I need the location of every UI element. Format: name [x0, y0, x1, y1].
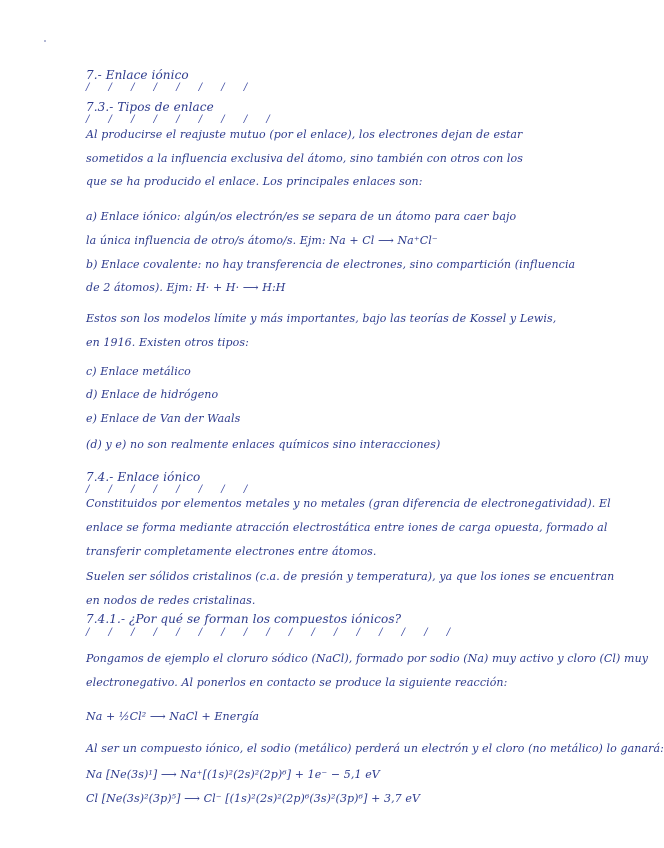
note-d-e: (d) y e) no son realmente enlaces químicos sino interacciones)	[86, 438, 441, 451]
heading-7: 7.- Enlace iónico	[86, 68, 189, 82]
heading-7-4-1: 7.4.1.- ¿Por qué se forman los compuestos iónicos?	[86, 612, 402, 626]
paragraph-line: enlace se forma mediante atracción electrostática entre iones de carga opuesta, formado al	[86, 521, 608, 534]
equation-chlorine: Cl [Ne(3s)²(3p)⁵] ⟶ Cl⁻ [(1s)²(2s)²(2p)⁶(3s)²(3p)⁶] + 3,7 eV	[86, 792, 421, 805]
paper-mark	[44, 40, 46, 42]
paragraph-line: Pongamos de ejemplo el cloruro sódico (NaCl), formado por sodio (Na) muy activo y cloro (Cl) muy	[86, 652, 649, 665]
paragraph-line: Suelen ser sólidos cristalinos (c.a. de presión y temperatura), ya que los iones se encuentran	[86, 570, 615, 583]
paragraph-line: Estos son los modelos límite y más importantes, bajo las teorías de Kossel y Lewis,	[86, 312, 557, 325]
paragraph-line: que se ha producido el enlace. Los principales enlaces son:	[86, 175, 423, 188]
equation-sodium: Na [Ne(3s)¹] ⟶ Na⁺[(1s)²(2s)²(2p)⁶] + 1e⁻ − 5,1 eV	[86, 768, 380, 781]
list-item-b-cont: de 2 átomos). Ejm: H· + H· ⟶ H:H	[86, 281, 286, 294]
paragraph-line: electronegativo. Al ponerlos en contacto se produce la siguiente reacción:	[86, 676, 508, 689]
list-item-a-cont: la única influencia de otro/s átomo/s. Ejm: Na + Cl ⟶ Na⁺Cl⁻	[86, 234, 438, 247]
reaction-equation: Na + ½Cl² ⟶ NaCl + Energía	[86, 710, 260, 723]
list-item-e: e) Enlace de Van der Waals	[86, 412, 241, 425]
list-item-c: c) Enlace metálico	[86, 365, 191, 378]
paragraph-line: Al ser un compuesto iónico, el sodio (metálico) perderá un electrón y el cloro (no metálico) lo ganará:	[86, 742, 664, 755]
paragraph-line: en 1916. Existen otros tipos:	[86, 336, 249, 349]
paragraph-line: en nodos de redes cristalinas.	[86, 594, 256, 607]
heading-7-3-underline: / / / / / / / / /	[86, 114, 278, 125]
list-item-d: d) Enlace de hidrógeno	[86, 388, 219, 401]
paragraph-line: transferir completamente electrones entre átomos.	[86, 545, 377, 558]
paragraph-line: Constituidos por elementos metales y no metales (gran diferencia de electronegatividad). El	[86, 497, 611, 510]
heading-7-3: 7.3.- Tipos de enlace	[86, 100, 214, 114]
paragraph-line: Al producirse el reajuste mutuo (por el enlace), los electrones dejan de estar	[86, 128, 523, 141]
paragraph-line: sometidos a la influencia exclusiva del átomo, sino también con otros con los	[86, 152, 524, 165]
heading-7-4: 7.4.- Enlace iónico	[86, 470, 201, 484]
heading-7-underline: / / / / / / / /	[86, 82, 256, 93]
list-item-a: a) Enlace iónico: algún/os electrón/es se separa de un átomo para caer bajo	[86, 210, 517, 223]
list-item-b: b) Enlace covalente: no hay transferencia de electrones, sino compartición (influencia	[86, 258, 576, 271]
heading-7-4-underline: / / / / / / / /	[86, 484, 256, 495]
heading-7-4-1-underline: / / / / / / / / / / / / / / / / /	[86, 627, 459, 638]
